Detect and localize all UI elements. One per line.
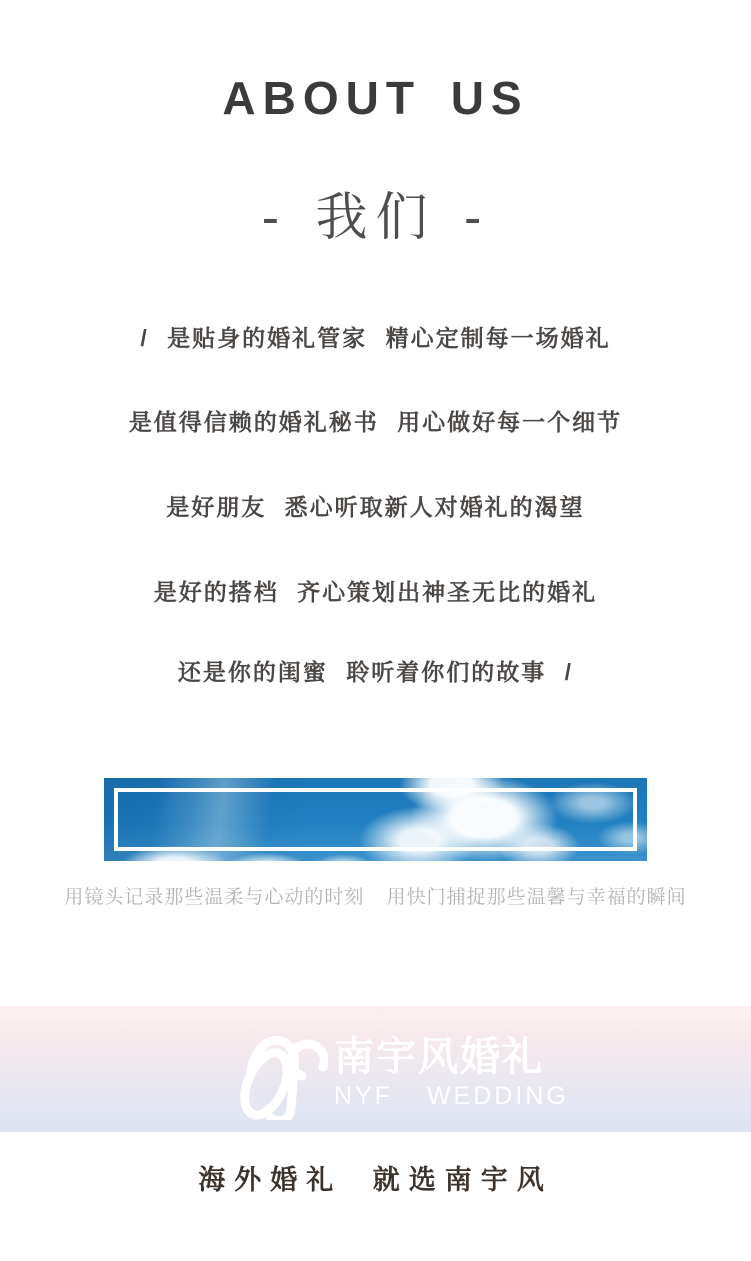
nyf-monogram-icon [228,1024,328,1120]
brand-name-en: NYF WEDDING [334,1082,569,1110]
sky-clouds-photo [104,778,647,861]
page-subtitle: - 我们 - [261,189,490,247]
page-title: ABOUT US [222,72,529,124]
brand-logo [228,1024,569,1120]
brand-text [334,1024,569,1110]
footer-slogan: 海外婚礼 就选南宇风 [198,1165,553,1195]
photo-inner-frame [114,788,637,851]
intro-line-2: 是值得信赖的婚礼秘书 用心做好每一个细节 [128,409,623,435]
intro-line-1: / 是贴身的婚礼管家 精心定制每一场婚礼 [140,325,611,351]
photo-caption: 用镜头记录那些温柔与心动的时刻 用快门捕捉那些温馨与幸福的瞬间 [64,887,687,908]
intro-line-4: 是好的搭档 齐心策划出神圣无比的婚礼 [153,579,598,605]
intro-line-3: 是好朋友 悉心听取新人对婚礼的渴望 [166,494,585,520]
brand-gradient-band [0,1006,751,1132]
intro-line-5: 还是你的闺蜜 聆听着你们的故事 / [177,659,574,685]
brand-name-cn: 南宇风婚礼 [334,1035,544,1079]
